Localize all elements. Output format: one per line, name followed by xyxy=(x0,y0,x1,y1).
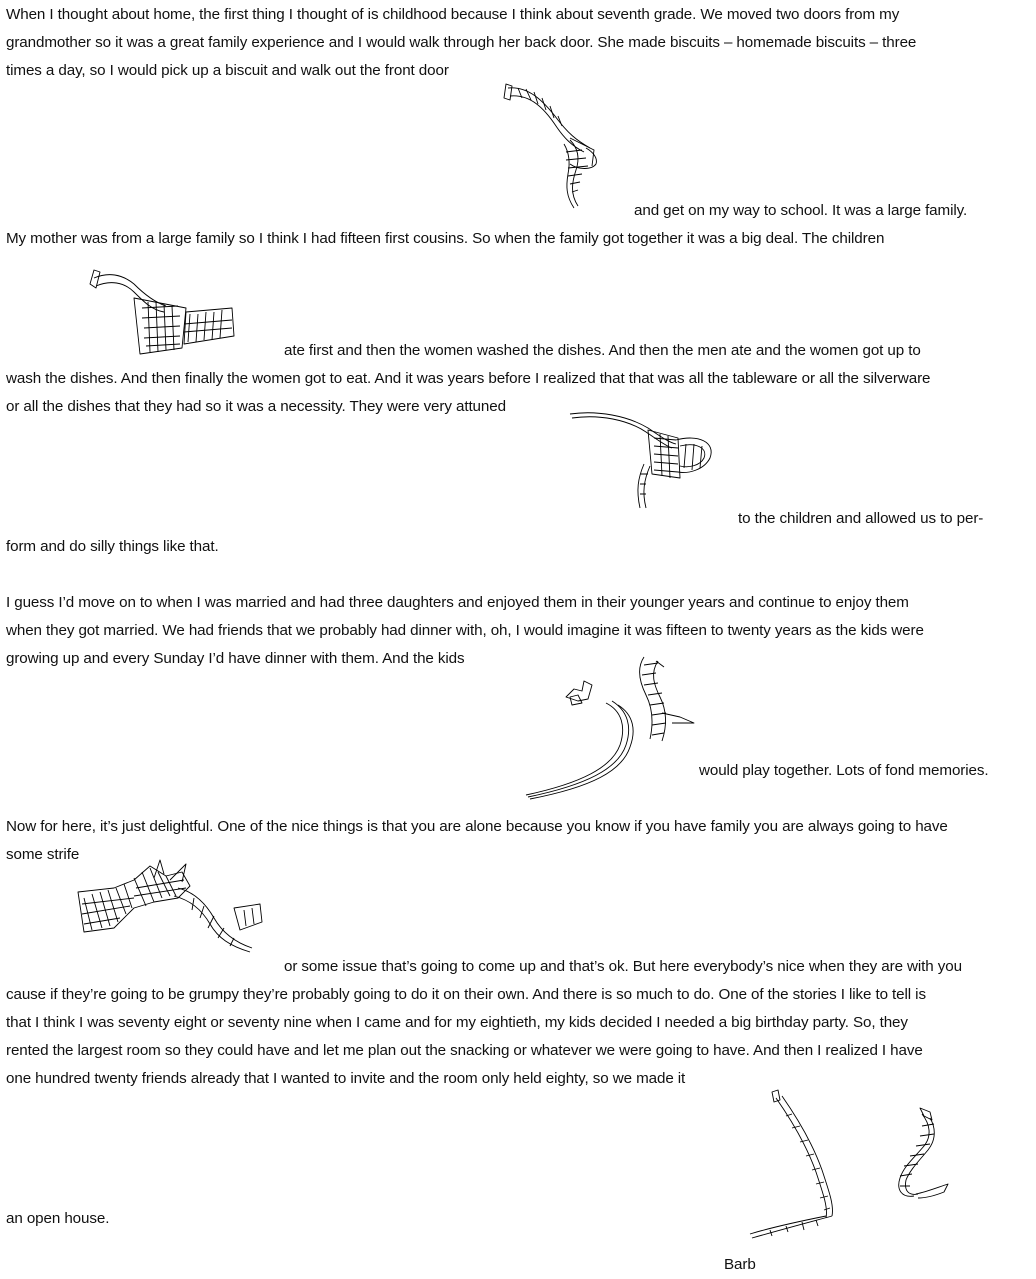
signature: Barb xyxy=(724,1256,756,1273)
ribbon-sketch-6 xyxy=(746,1088,836,1238)
text-line: to the children and allowed us to per- xyxy=(738,510,984,527)
text-line: or all the dishes that they had so it was a necessity. They were very attuned xyxy=(6,398,506,415)
text-line: rented the largest room so they could have and let me plan out the snacking or whatever we were going to have. And then I realized I have xyxy=(6,1042,923,1059)
text-line: some strife xyxy=(6,846,80,863)
ribbon-sketch-2 xyxy=(86,268,238,360)
text-line: grandmother so it was a great family experience and I would walk through her back door. She made biscuits – homemade biscuits – three xyxy=(6,34,917,51)
text-line: when they got married. We had friends that we probably had dinner with, oh, I would imagine it was fifteen to twenty years as the kids were xyxy=(6,622,924,639)
text-line: growing up and every Sunday I’d have dinner with them. And the kids xyxy=(6,650,465,667)
text-line: wash the dishes. And then finally the women got to eat. And it was years before I realized that that was all the tableware or all the silverware xyxy=(6,370,931,387)
text-line: cause if they’re going to be grumpy they’re probably going to do it on their own. And there is so much to do. One of the stories I like to tell is xyxy=(6,986,926,1003)
text-line: My mother was from a large family so I think I had fifteen first cousins. So when the family got together it was a big deal. The children xyxy=(6,230,885,247)
text-line: would play together. Lots of fond memories. xyxy=(699,762,989,779)
ribbon-sketch-4 xyxy=(522,655,698,800)
text-line: times a day, so I would pick up a biscuit and walk out the front door xyxy=(6,62,449,79)
text-line: and get on my way to school. It was a large family. xyxy=(634,202,968,219)
ribbon-sketch-7 xyxy=(886,1106,950,1204)
text-line: I guess I’d move on to when I was married and had three daughters and enjoyed them in their younger years and continue to enjoy them xyxy=(6,594,909,611)
text-line: that I think I was seventy eight or seventy nine when I came and for my eightieth, my kids decided I needed a big birthday party. So, they xyxy=(6,1014,908,1031)
text-line: Now for here, it’s just delightful. One of the nice things is that you are alone because you know if you have family you are always going to have xyxy=(6,818,948,835)
ribbon-sketch-3 xyxy=(568,408,720,510)
text-line: an open house. xyxy=(6,1210,110,1227)
text-line: ate first and then the women washed the dishes. And then the men ate and the women got up to xyxy=(284,342,921,359)
ribbon-sketch-5 xyxy=(74,858,264,956)
ribbon-sketch-1 xyxy=(498,78,608,213)
text-line: or some issue that’s going to come up and that’s ok. But here everybody’s nice when they are with you xyxy=(284,958,962,975)
text-line: form and do silly things like that. xyxy=(6,538,219,555)
text-line: When I thought about home, the first thing I thought of is childhood because I think about seventh grade. We moved two doors from my xyxy=(6,6,900,23)
text-line: one hundred twenty friends already that I wanted to invite and the room only held eighty, so we made it xyxy=(6,1070,686,1087)
